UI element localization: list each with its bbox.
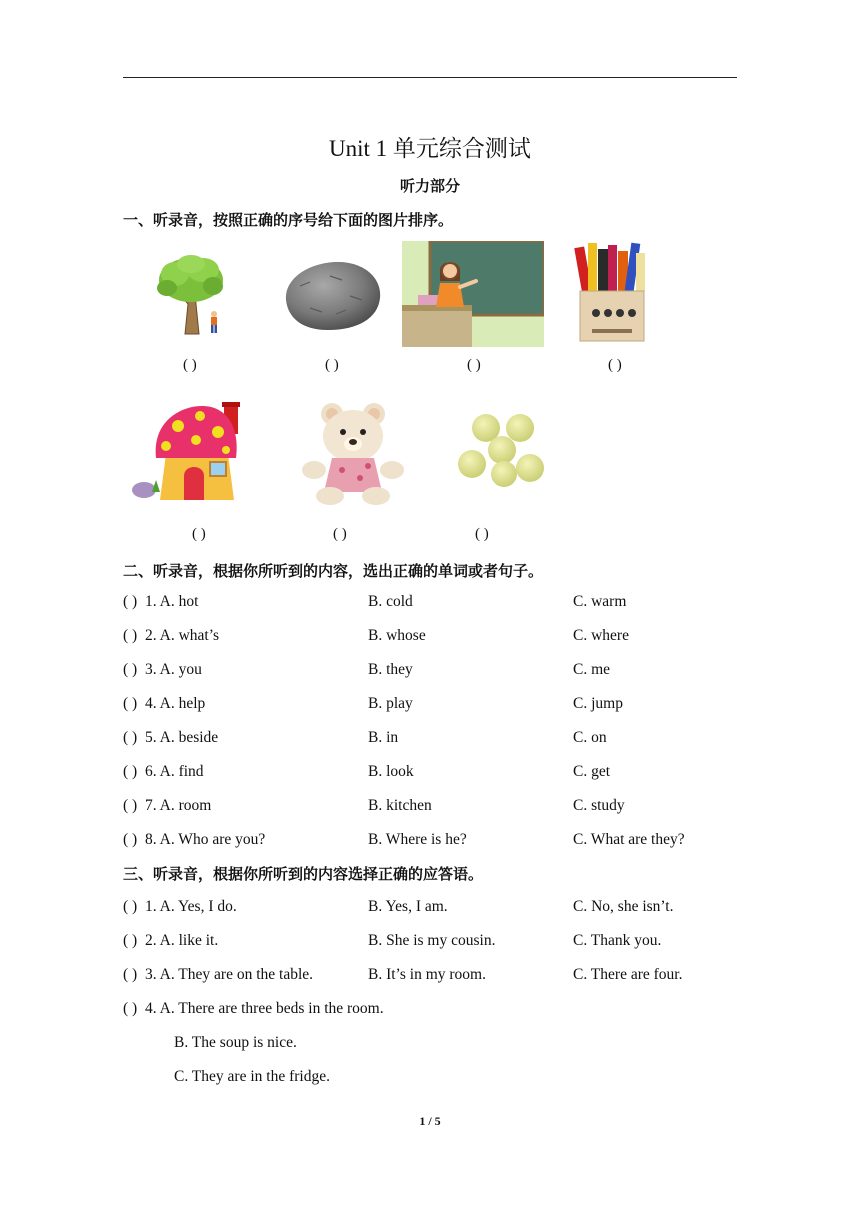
- teddy-bear-icon: [298, 400, 408, 506]
- tree-icon: [155, 254, 227, 336]
- page-number: 1 / 5: [419, 1114, 441, 1128]
- option-c: C. They are in the fridge.: [174, 1068, 330, 1085]
- option-b: B. cold: [368, 593, 413, 610]
- option-c: C. where: [573, 627, 629, 644]
- option-b: B. look: [368, 763, 414, 780]
- picture-3-blank[interactable]: ( ): [467, 357, 481, 373]
- answer-blank[interactable]: ( ): [123, 797, 138, 814]
- picture-7-blank[interactable]: ( ): [475, 526, 489, 542]
- picture-6-blank[interactable]: ( ): [333, 526, 347, 542]
- pears-icon: [456, 410, 548, 490]
- option-a: 4. A. help: [145, 695, 206, 712]
- option-a: 2. A. like it.: [145, 932, 219, 949]
- answer-blank[interactable]: ( ): [123, 661, 138, 678]
- option-b: B. She is my cousin.: [368, 932, 496, 949]
- option-c: C. There are four.: [573, 966, 683, 983]
- option-c: C. No, she isn’t.: [573, 898, 674, 915]
- option-c: C. get: [573, 763, 611, 780]
- mushroom-house-icon: [130, 402, 244, 502]
- answer-blank[interactable]: ( ): [123, 627, 138, 644]
- page-title: Unit 1 单元综合测试: [329, 136, 531, 161]
- answer-blank[interactable]: ( ): [123, 898, 138, 915]
- option-a: 2. A. what’s: [145, 627, 220, 644]
- picture-2-blank[interactable]: ( ): [325, 357, 339, 373]
- option-b: B. whose: [368, 627, 426, 644]
- section-3-heading: 三、听录音，根据你所听到的内容选择正确的应答语。: [123, 865, 484, 883]
- option-b: B. Yes, I am.: [368, 898, 448, 915]
- option-c: C. What are they?: [573, 831, 685, 848]
- option-a: 7. A. room: [145, 797, 212, 814]
- answer-blank[interactable]: ( ): [123, 763, 138, 780]
- answer-blank[interactable]: ( ): [123, 831, 138, 848]
- candy-box-icon: [574, 241, 650, 345]
- option-b: B. Where is he?: [368, 831, 467, 848]
- header-rule: [123, 77, 737, 78]
- option-a: 1. A. hot: [145, 593, 199, 610]
- option-b: B. play: [368, 695, 413, 712]
- option-b: B. kitchen: [368, 797, 432, 814]
- answer-blank[interactable]: ( ): [123, 966, 138, 983]
- picture-5-blank[interactable]: ( ): [192, 526, 206, 542]
- option-a: 3. A. They are on the table.: [145, 966, 314, 983]
- option-a: 1. A. Yes, I do.: [145, 898, 237, 915]
- option-b: B. they: [368, 661, 413, 678]
- option-c: C. jump: [573, 695, 623, 712]
- option-b: B. The soup is nice.: [174, 1034, 297, 1051]
- option-a: 3. A. you: [145, 661, 202, 678]
- section-subtitle: 听力部分: [399, 177, 460, 195]
- option-a: 4. A. There are three beds in the room.: [145, 1000, 384, 1017]
- answer-blank[interactable]: ( ): [123, 932, 138, 949]
- option-b: B. It’s in my room.: [368, 966, 486, 983]
- option-c: C. warm: [573, 593, 627, 610]
- option-a: 6. A. find: [145, 763, 204, 780]
- section-1-heading: 一、听录音，按照正确的序号给下面的图片排序。: [123, 211, 454, 229]
- option-a: 5. A. beside: [145, 729, 219, 746]
- option-a: 8. A. Who are you?: [145, 831, 266, 848]
- option-b: B. in: [368, 729, 399, 746]
- option-c: C. on: [573, 729, 607, 746]
- option-c: C. me: [573, 661, 611, 678]
- answer-blank[interactable]: ( ): [123, 593, 138, 610]
- option-c: C. Thank you.: [573, 932, 662, 949]
- picture-1-blank[interactable]: ( ): [183, 357, 197, 373]
- rock-icon: [280, 256, 384, 334]
- answer-blank[interactable]: ( ): [123, 1000, 138, 1017]
- answer-blank[interactable]: ( ): [123, 729, 138, 746]
- option-c: C. study: [573, 797, 625, 814]
- picture-4-blank[interactable]: ( ): [608, 357, 622, 373]
- teacher-blackboard-icon: [402, 241, 544, 347]
- answer-blank[interactable]: ( ): [123, 695, 138, 712]
- section-2-heading: 二、听录音，根据你所听到的内容，选出正确的单词或者句子。: [123, 562, 544, 580]
